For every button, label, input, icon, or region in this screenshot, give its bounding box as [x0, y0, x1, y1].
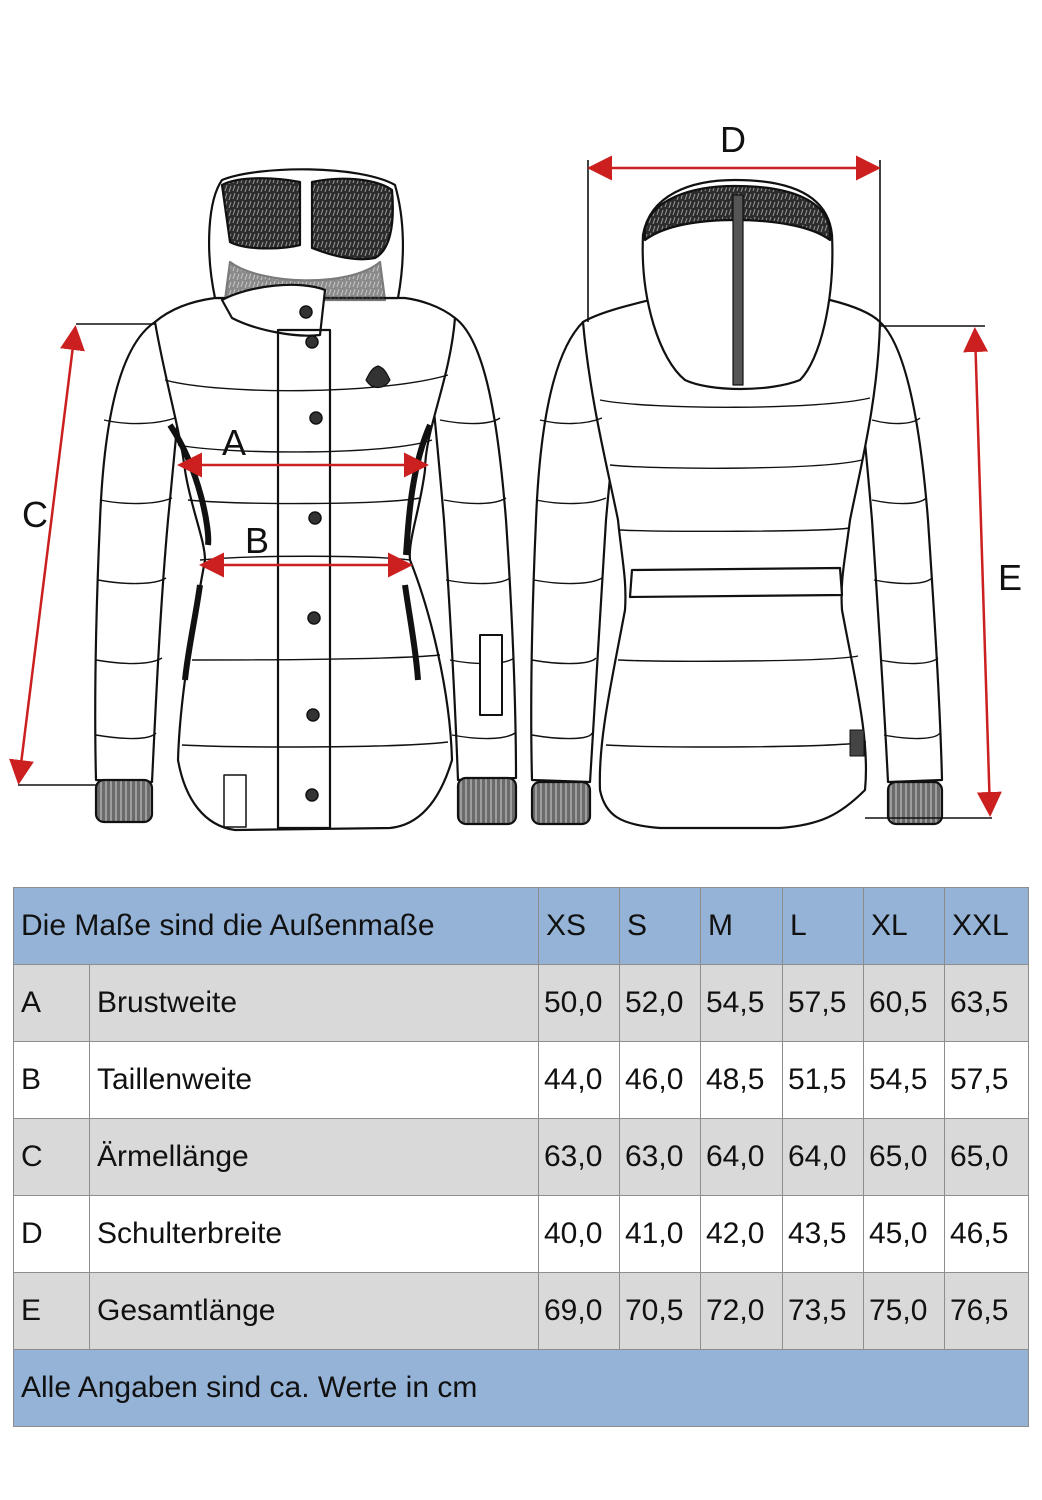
label-c: C [22, 494, 48, 535]
table-cell: 63,0 [539, 1119, 620, 1196]
label-a: A [222, 422, 247, 463]
table-cell: 65,0 [945, 1119, 1029, 1196]
front-fur-trim-right [312, 179, 393, 259]
table-title: Die Maße sind die Außenmaße [14, 888, 539, 965]
table-cell: 57,5 [783, 965, 864, 1042]
table-cell: 51,5 [783, 1042, 864, 1119]
table-row [14, 1196, 1029, 1273]
left-cuff [96, 780, 152, 822]
table-row [14, 1273, 1029, 1350]
size-table [13, 887, 1029, 1427]
measure-c-arrow [19, 330, 75, 780]
table-cell: 45,0 [864, 1196, 945, 1273]
table-cell: 52,0 [620, 965, 701, 1042]
jacket-front-drawing [95, 169, 516, 830]
table-cell: 54,5 [701, 965, 783, 1042]
table-cell: 72,0 [701, 1273, 783, 1350]
table-cell: 64,0 [701, 1119, 783, 1196]
table-cell: 50,0 [539, 965, 620, 1042]
table-cell: 65,0 [864, 1119, 945, 1196]
table-cell: 75,0 [864, 1273, 945, 1350]
label-e: E [998, 557, 1023, 598]
table-cell: 63,0 [620, 1119, 701, 1196]
front-fur-trim-left [222, 178, 300, 248]
row-code: A [14, 965, 90, 1042]
size-header-l: L [783, 888, 864, 965]
table-row [14, 1119, 1029, 1196]
table-footer-row [14, 1350, 1029, 1427]
table-cell: 60,5 [864, 965, 945, 1042]
table-cell: 64,0 [783, 1119, 864, 1196]
row-label: Taillenweite [90, 1042, 539, 1119]
row-code: C [14, 1119, 90, 1196]
table-cell: 70,5 [620, 1273, 701, 1350]
size-header-s: S [620, 888, 701, 965]
table-cell: 69,0 [539, 1273, 620, 1350]
table-cell: 41,0 [620, 1196, 701, 1273]
row-label: Gesamtlänge [90, 1273, 539, 1350]
size-header-xxl: XXL [945, 888, 1029, 965]
table-cell: 63,5 [945, 965, 1029, 1042]
hood-zipper [733, 195, 743, 385]
table-cell: 43,5 [783, 1196, 864, 1273]
label-d: D [720, 119, 746, 160]
table-header-row [14, 888, 1029, 965]
table-cell: 44,0 [539, 1042, 620, 1119]
size-header-xl: XL [864, 888, 945, 965]
table-cell: 54,5 [864, 1042, 945, 1119]
size-header-xs: XS [539, 888, 620, 965]
row-code: D [14, 1196, 90, 1273]
row-code: B [14, 1042, 90, 1119]
row-label: Ärmellänge [90, 1119, 539, 1196]
row-label: Brustweite [90, 965, 539, 1042]
table-row [14, 965, 1029, 1042]
back-left-cuff [532, 782, 590, 824]
table-cell: 57,5 [945, 1042, 1029, 1119]
table-row [14, 1042, 1029, 1119]
table-cell: 48,5 [701, 1042, 783, 1119]
table-cell: 40,0 [539, 1196, 620, 1273]
row-label: Schulterbreite [90, 1196, 539, 1273]
size-header-m: M [701, 888, 783, 965]
label-b: B [245, 520, 270, 561]
right-cuff [458, 778, 516, 824]
table-cell: 46,0 [620, 1042, 701, 1119]
table-cell: 46,5 [945, 1196, 1029, 1273]
measure-e-arrow [975, 332, 990, 812]
row-code: E [14, 1273, 90, 1350]
table-cell: 73,5 [783, 1273, 864, 1350]
table-footnote: Alle Angaben sind ca. Werte in cm [14, 1350, 1029, 1427]
table-cell: 42,0 [701, 1196, 783, 1273]
table-cell: 76,5 [945, 1273, 1029, 1350]
